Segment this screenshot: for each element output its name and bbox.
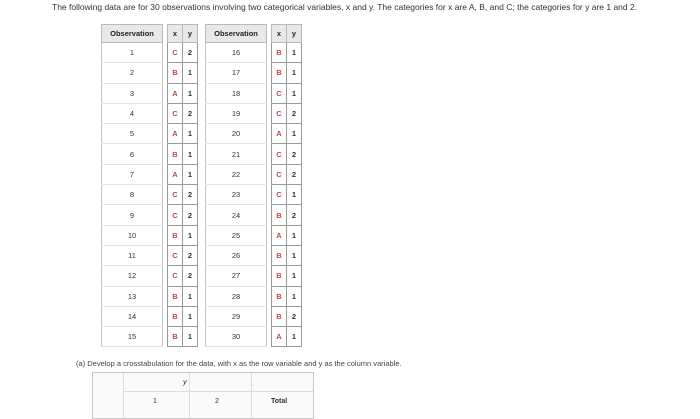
x-cell: C (272, 83, 287, 103)
table-row (102, 103, 198, 123)
y-cell: 1 (287, 225, 302, 245)
table-row (206, 266, 302, 286)
x-cell: B (168, 286, 183, 306)
x-cell: C (272, 185, 287, 205)
table-row (102, 43, 198, 63)
y-cell: 1 (183, 144, 198, 164)
observation-cell: 6 (102, 144, 163, 164)
table-row (206, 43, 302, 63)
y-cell: 2 (183, 245, 198, 265)
observation-cell: 20 (206, 124, 267, 144)
y-cell: 1 (287, 63, 302, 83)
table-row (102, 225, 198, 245)
x-cell: C (168, 245, 183, 265)
observation-cell: 24 (206, 205, 267, 225)
table-row (206, 144, 302, 164)
y-cell: 1 (183, 286, 198, 306)
x-cell: C (168, 185, 183, 205)
observation-cell: 18 (206, 83, 267, 103)
observation-cell: 10 (102, 225, 163, 245)
y-cell: 1 (183, 225, 198, 245)
header-observation: Observation (206, 25, 267, 43)
observation-cell: 12 (102, 266, 163, 286)
x-cell: C (168, 266, 183, 286)
y-cell: 1 (183, 124, 198, 144)
problem-statement: The following data are for 30 observations involving two categorical variables, x and y. The categories for x are A, B, and C; the categories for y are 1 and 2. (52, 2, 638, 12)
table-row (206, 327, 302, 347)
observation-cell: 11 (102, 245, 163, 265)
y-cell: 1 (287, 43, 302, 63)
header-x: x (168, 25, 183, 43)
y-cell: 1 (287, 286, 302, 306)
header-y: y (183, 25, 198, 43)
x-cell: C (272, 144, 287, 164)
x-cell: B (272, 245, 287, 265)
y-cell: 1 (183, 164, 198, 184)
table-row (102, 83, 198, 103)
x-cell: B (272, 306, 287, 326)
y-cell: 2 (183, 185, 198, 205)
crosstab-col-2: 2 (215, 398, 219, 405)
header-x: x (272, 25, 287, 43)
observation-cell: 19 (206, 103, 267, 123)
table-row (102, 286, 198, 306)
observation-cell: 21 (206, 144, 267, 164)
crosstab-y-label: y (183, 377, 187, 386)
table-row (206, 103, 302, 123)
observation-cell: 3 (102, 83, 163, 103)
x-cell: B (272, 63, 287, 83)
y-cell: 1 (287, 266, 302, 286)
y-cell: 1 (183, 327, 198, 347)
crosstab-table (92, 372, 314, 419)
header-observation: Observation (102, 25, 163, 43)
y-cell: 2 (287, 144, 302, 164)
observation-cell: 4 (102, 103, 163, 123)
table-row (102, 164, 198, 184)
table-row (102, 327, 198, 347)
y-cell: 1 (183, 63, 198, 83)
x-cell: B (272, 43, 287, 63)
y-cell: 1 (287, 245, 302, 265)
crosstab-col-total: Total (271, 398, 288, 405)
question-a: (a) Develop a crosstabulation for the data, with x as the row variable and y as the column variable. (76, 359, 402, 368)
x-cell: B (168, 144, 183, 164)
observation-cell: 17 (206, 63, 267, 83)
observation-cell: 29 (206, 306, 267, 326)
observation-cell: 25 (206, 225, 267, 245)
y-cell: 2 (183, 43, 198, 63)
x-cell: C (168, 103, 183, 123)
table-row (102, 266, 198, 286)
x-cell: A (272, 225, 287, 245)
table-row (206, 124, 302, 144)
x-cell: C (272, 164, 287, 184)
x-cell: B (272, 286, 287, 306)
table-row (102, 185, 198, 205)
y-cell: 1 (183, 83, 198, 103)
table-row (206, 83, 302, 103)
observation-cell: 27 (206, 266, 267, 286)
table-row (102, 245, 198, 265)
table-row (206, 185, 302, 205)
observations-table-2 (205, 24, 302, 347)
observation-cell: 30 (206, 327, 267, 347)
observation-cell: 23 (206, 185, 267, 205)
y-cell: 2 (183, 266, 198, 286)
y-cell: 1 (287, 327, 302, 347)
observation-cell: 22 (206, 164, 267, 184)
observation-cell: 8 (102, 185, 163, 205)
x-cell: A (168, 124, 183, 144)
table-row (206, 306, 302, 326)
table-row (206, 286, 302, 306)
y-cell: 1 (287, 83, 302, 103)
table-row (102, 144, 198, 164)
y-cell: 2 (287, 164, 302, 184)
observation-cell: 1 (102, 43, 163, 63)
x-cell: B (272, 205, 287, 225)
table-row (102, 124, 198, 144)
x-cell: B (168, 63, 183, 83)
x-cell: A (272, 124, 287, 144)
crosstab-col-1: 1 (153, 398, 157, 405)
observation-cell: 28 (206, 286, 267, 306)
x-cell: A (272, 327, 287, 347)
observation-cell: 16 (206, 43, 267, 63)
y-cell: 2 (287, 103, 302, 123)
x-cell: B (168, 225, 183, 245)
y-cell: 1 (287, 124, 302, 144)
y-cell: 2 (183, 205, 198, 225)
x-cell: B (272, 266, 287, 286)
observation-cell: 14 (102, 306, 163, 326)
table-row (102, 63, 198, 83)
y-cell: 1 (287, 185, 302, 205)
table-row (102, 205, 198, 225)
y-cell: 2 (287, 306, 302, 326)
table-row (206, 225, 302, 245)
table-row (206, 245, 302, 265)
x-cell: A (168, 83, 183, 103)
observation-cell: 2 (102, 63, 163, 83)
observation-cell: 9 (102, 205, 163, 225)
observation-cell: 7 (102, 164, 163, 184)
x-cell: C (168, 43, 183, 63)
table-row (206, 205, 302, 225)
table-row (206, 63, 302, 83)
x-cell: A (168, 164, 183, 184)
x-cell: B (168, 306, 183, 326)
x-cell: C (168, 205, 183, 225)
table-row (102, 306, 198, 326)
observations-table-1 (101, 24, 198, 347)
y-cell: 2 (287, 205, 302, 225)
observation-cell: 13 (102, 286, 163, 306)
y-cell: 2 (183, 103, 198, 123)
x-cell: B (168, 327, 183, 347)
observation-cell: 15 (102, 327, 163, 347)
observation-cell: 26 (206, 245, 267, 265)
table-row (206, 164, 302, 184)
x-cell: C (272, 103, 287, 123)
header-y: y (287, 25, 302, 43)
y-cell: 1 (183, 306, 198, 326)
observation-cell: 5 (102, 124, 163, 144)
